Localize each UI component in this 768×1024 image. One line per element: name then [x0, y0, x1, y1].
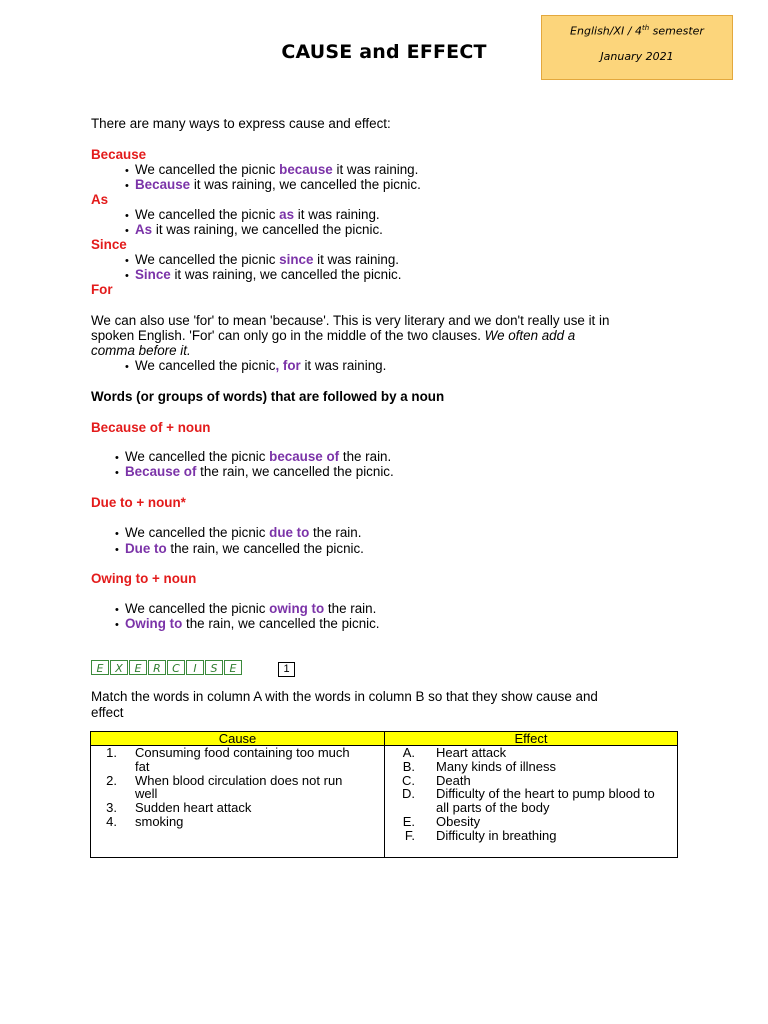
effect-text: Many kinds of illness	[436, 758, 556, 774]
effect-text: Obesity	[436, 813, 481, 829]
effect-letter: B.	[402, 758, 415, 774]
section-heading-for: For	[91, 282, 113, 297]
effect-letter: D.	[402, 786, 415, 802]
section-heading-since: Since	[91, 237, 127, 252]
exercise-instruction-line-1: Match the words in column A with the words in column B so that they show cause and	[91, 689, 598, 704]
cause-text-cont: fat	[135, 758, 150, 774]
for-paragraph-line-3: comma before it.	[91, 343, 191, 358]
section-heading-owing-to: Owing to + noun	[91, 571, 197, 586]
example-text: We cancelled the picnic	[135, 252, 280, 267]
exercise-letter: X	[110, 660, 128, 675]
example-text: the rain, we cancelled the picnic.	[196, 464, 394, 479]
effect-letter: F.	[404, 827, 415, 843]
example-text: the rain.	[309, 525, 362, 540]
example-as-2	[125, 222, 383, 239]
effect-item	[385, 815, 677, 829]
effect-item	[385, 774, 677, 788]
effect-text: Heart attack	[436, 745, 507, 760]
keyword: , for	[275, 358, 301, 373]
effect-item	[385, 760, 677, 774]
table-header-row	[91, 732, 678, 746]
cause-text: Consuming food containing too much	[135, 745, 350, 760]
example-text: it was raining.	[332, 162, 419, 177]
exercise-letter: E	[91, 660, 109, 675]
example-text: We cancelled the picnic	[135, 162, 280, 177]
cause-item	[91, 774, 384, 802]
cause-number: 3.	[106, 800, 117, 816]
section-heading-as: As	[91, 192, 109, 207]
example-text: it was raining, we cancelled the picnic.	[190, 177, 421, 192]
effect-text-cont: all parts of the body	[436, 800, 550, 816]
course-sup: th	[641, 24, 650, 32]
exercise-letter: S	[205, 660, 223, 675]
keyword: Because	[135, 177, 191, 192]
cause-item	[91, 815, 384, 829]
course-text: English/XI / 4	[570, 24, 642, 38]
example-text: it was raining, we cancelled the picnic.	[170, 267, 402, 282]
cause-number: 1.	[106, 745, 117, 760]
example-because-of-2	[115, 464, 394, 481]
example-text: it was raining.	[294, 207, 380, 222]
for-paragraph-line-1: We can also use 'for' to mean 'because'. This is very literary and we don't really use it in	[91, 313, 610, 328]
effect-letter: E.	[402, 813, 415, 829]
example-text: it was raining.	[313, 252, 399, 267]
para-italic: We often add a	[484, 328, 576, 343]
cause-text: When blood circulation does not run	[135, 772, 343, 788]
example-for-1	[125, 358, 386, 375]
noun-heading: Words (or groups of words) that are followed by a noun	[91, 389, 445, 404]
keyword: Because of	[125, 464, 197, 479]
section-heading-due-to: Due to + noun*	[91, 495, 186, 510]
example-text: We cancelled the picnic	[125, 601, 270, 616]
header-effect: Effect	[385, 732, 678, 746]
exercise-letter: R	[148, 660, 166, 675]
example-text: We cancelled the picnic	[125, 449, 270, 464]
para-text: spoken English. 'For' can only go in the middle of the two clauses.	[91, 328, 485, 343]
effect-text: Difficulty in breathing	[436, 827, 557, 843]
intro-text: There are many ways to express cause and effect:	[91, 116, 391, 131]
exercise-letter: I	[186, 660, 204, 675]
keyword: As	[135, 222, 153, 237]
keyword: Due to	[125, 541, 167, 556]
effect-text: Difficulty of the heart to pump blood to	[436, 786, 655, 802]
example-because-2	[125, 177, 421, 194]
section-heading-because: Because	[91, 147, 147, 162]
keyword: because	[279, 162, 333, 177]
example-text: We cancelled the picnic	[125, 525, 270, 540]
effect-text: Death	[436, 772, 471, 788]
keyword: owing to	[269, 601, 325, 616]
keyword: because of	[269, 449, 340, 464]
keyword: Owing to	[125, 616, 183, 631]
effect-letter: C.	[402, 772, 415, 788]
example-text: the rain, we cancelled the picnic.	[182, 616, 380, 631]
example-due-to-1	[115, 525, 361, 542]
cause-number: 4.	[106, 813, 117, 829]
exercise-letter: C	[167, 660, 185, 675]
date-text: January 2021	[600, 50, 674, 63]
example-text: the rain.	[324, 601, 377, 616]
page-title: CAUSE and EFFECT	[281, 41, 487, 63]
cause-item	[91, 746, 384, 774]
header-cause: Cause	[91, 732, 385, 746]
effect-item	[385, 829, 677, 843]
cause-number: 2.	[106, 772, 117, 788]
course-line	[542, 24, 732, 38]
effect-letter: A.	[402, 745, 415, 760]
cause-text: Sudden heart attack	[135, 800, 252, 816]
keyword: since	[279, 252, 314, 267]
example-text: it was raining, we cancelled the picnic.	[152, 222, 383, 237]
exercise-letter: E	[129, 660, 147, 675]
for-paragraph-line-2	[91, 328, 575, 343]
example-text: the rain, we cancelled the picnic.	[166, 541, 364, 556]
example-text: We cancelled the picnic	[135, 207, 280, 222]
effect-column	[385, 746, 678, 858]
example-text: it was raining.	[300, 358, 387, 373]
section-heading-because-of: Because of + noun	[91, 420, 211, 435]
example-text: the rain.	[339, 449, 392, 464]
effect-item	[385, 787, 677, 815]
course-tail: semester	[649, 24, 704, 38]
exercise-number: 1	[278, 662, 295, 677]
keyword: Since	[135, 267, 171, 282]
keyword: due to	[269, 525, 310, 540]
example-owing-to-2	[115, 616, 380, 633]
table-row	[91, 746, 678, 858]
example-text: We cancelled the picnic	[135, 358, 276, 373]
keyword: as	[279, 207, 295, 222]
effect-item	[385, 746, 677, 760]
cause-text: smoking	[135, 813, 184, 829]
cause-column	[91, 746, 385, 858]
cause-item	[91, 801, 384, 815]
cause-effect-table	[90, 731, 678, 858]
exercise-instruction-line-2: effect	[91, 705, 124, 720]
cause-text-cont: well	[135, 786, 158, 802]
exercise-banner	[91, 660, 242, 675]
exercise-letter: E	[224, 660, 242, 675]
example-since-2	[125, 267, 401, 284]
example-due-to-2	[115, 541, 364, 558]
